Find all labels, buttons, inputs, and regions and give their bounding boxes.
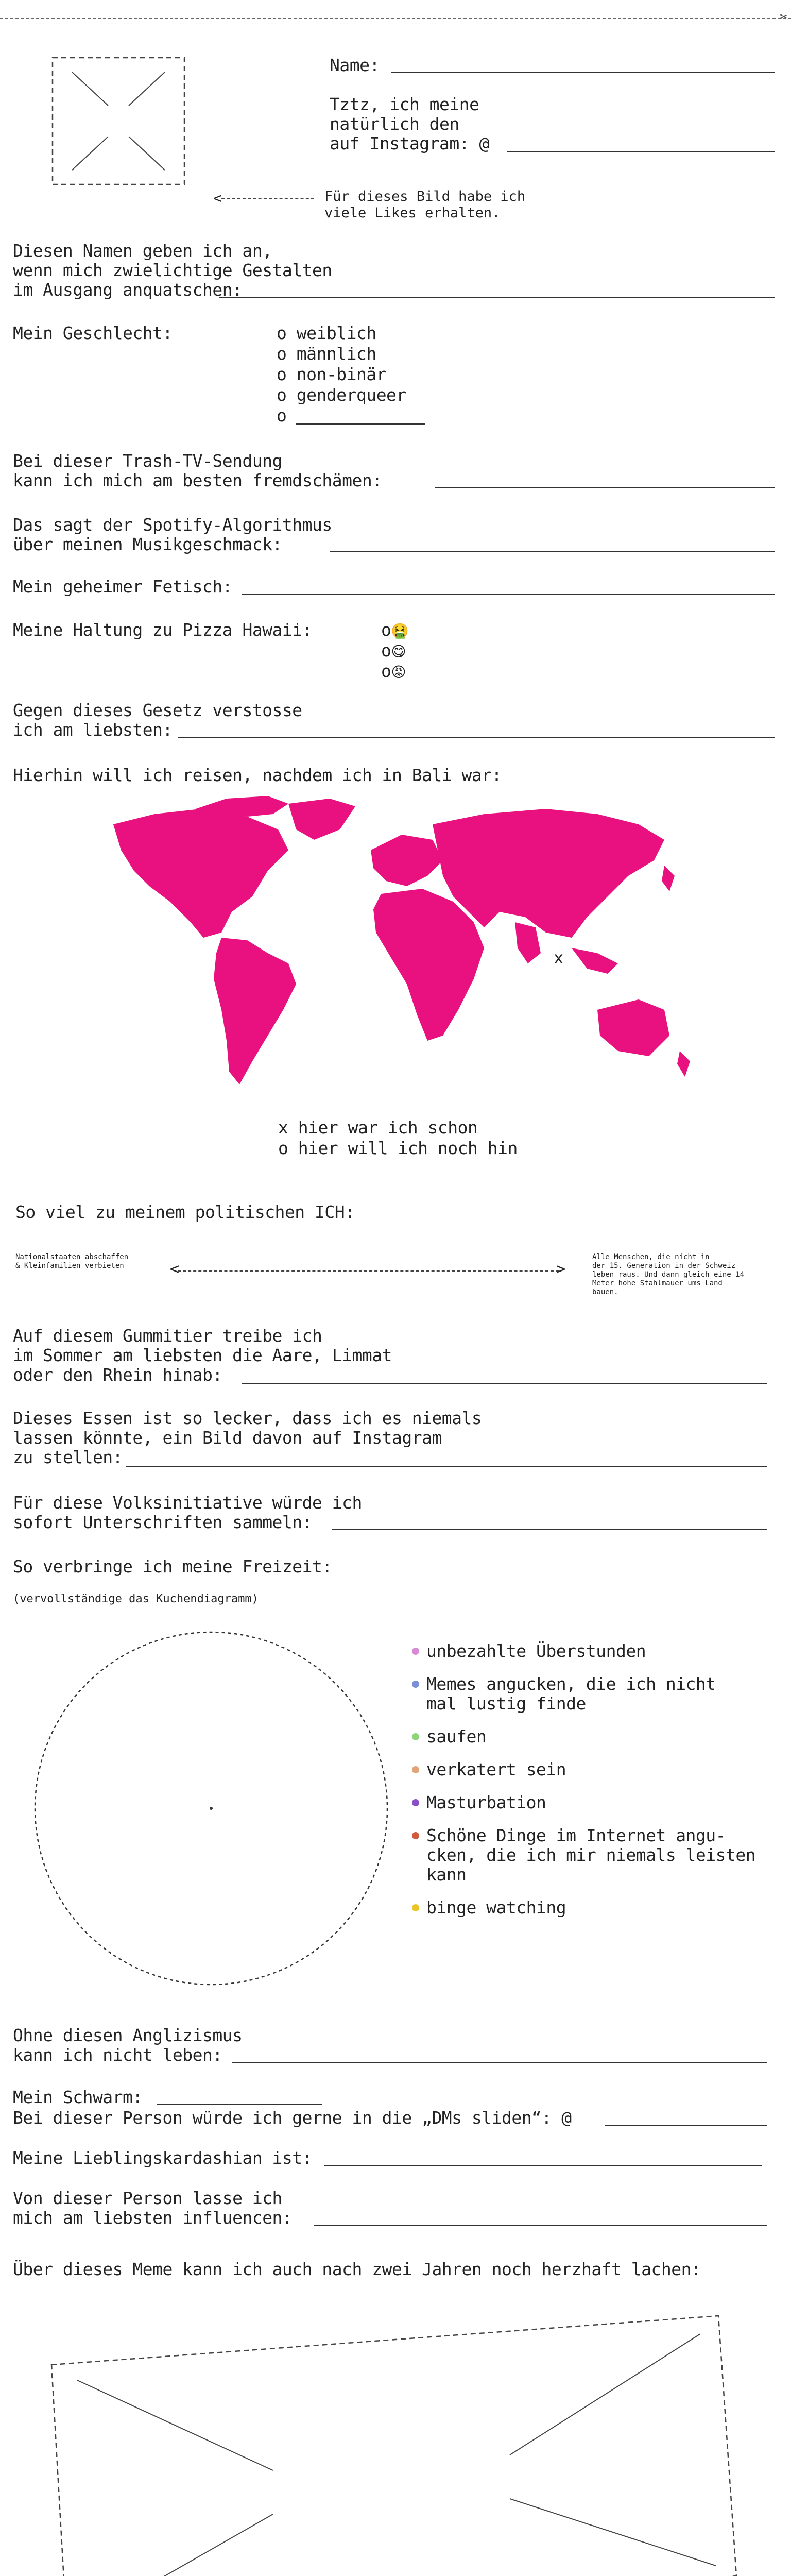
gender-label: Mein Geschlecht:	[13, 323, 173, 343]
visited-marker-x: x	[554, 948, 564, 968]
gender-option-4[interactable]: o genderqueer	[277, 385, 406, 405]
schwarm-field[interactable]	[157, 2104, 322, 2105]
law-question: Gegen dieses Gesetz verstosse ich am liebsten:	[13, 700, 302, 740]
name-label: Name:	[330, 55, 380, 75]
kardashian-question: Meine Lieblingskardashian ist:	[13, 2148, 313, 2168]
legend-item	[412, 1898, 772, 1918]
arrow-right-icon: >	[556, 1260, 566, 1278]
arrow-head-icon: <	[213, 190, 222, 207]
politics-left-pole: Nationalstaaten abschaffen & Kleinfamilien verbieten	[15, 1253, 129, 1270]
legend-item	[412, 1674, 772, 1714]
initiative-field[interactable]	[332, 1529, 767, 1530]
photo-placeholder	[51, 57, 185, 185]
legend-swatch	[412, 1733, 419, 1740]
food-field[interactable]	[126, 1466, 767, 1467]
politics-title: So viel zu meinem politischen ICH:	[15, 1202, 355, 1222]
gender-option-label: genderqueer	[296, 385, 406, 405]
legend-swatch	[412, 1766, 419, 1773]
trash-tv-question: Bei dieser Trash-TV-Sendung kann ich mich am besten fremdschämen:	[13, 451, 382, 490]
pizza-question: Meine Haltung zu Pizza Hawaii:	[13, 620, 313, 640]
gender-option-1[interactable]: o weiblich	[277, 323, 376, 343]
law-field[interactable]	[178, 737, 775, 738]
fetish-question: Mein geheimer Fetisch:	[13, 577, 233, 597]
initiative-question: Für diese Volksinitiative würde ich sofort Unterschriften sammeln:	[13, 1493, 362, 1532]
gender-option-label: non-binär	[296, 364, 387, 384]
legend-item	[412, 1793, 772, 1812]
influencer-field[interactable]	[314, 2225, 767, 2226]
gummi-field[interactable]	[242, 1383, 767, 1384]
pie-center-dot	[210, 1807, 213, 1810]
legend-label: unbezahlte Überstunden	[426, 1641, 646, 1661]
anglizismus-question: Ohne diesen Anglizismus kann ich nicht leben:	[13, 2025, 243, 2065]
angry-emoji-icon: 😡	[391, 664, 406, 681]
trash-tv-field[interactable]	[435, 487, 775, 488]
caption-arrow	[221, 198, 314, 199]
legend-label: binge watching	[426, 1897, 566, 1918]
politics-scale[interactable]	[178, 1270, 559, 1272]
world-map[interactable]	[93, 793, 700, 1113]
influencer-question: Von dieser Person lasse ich mich am liebsten influencen:	[13, 2188, 293, 2228]
pizza-option-1[interactable]: o🤮	[381, 620, 409, 640]
map-legend-wishlist: o hier will ich noch hin	[278, 1138, 518, 1158]
fake-name-question: Diesen Namen geben ich an, wenn mich zwielichtige Gestalten im Ausgang anquatschen:	[13, 241, 332, 300]
fake-name-field[interactable]	[219, 297, 775, 298]
legend-swatch	[412, 1681, 419, 1688]
gender-option-2[interactable]: o männlich	[277, 344, 376, 364]
legend-label: verkatert sein	[426, 1759, 566, 1780]
gummi-question: Auf diesem Gummitier treibe ich im Sommer am liebsten die Aare, Limmat oder den Rhein hinab:	[13, 1326, 392, 1385]
legend-label: Masturbation	[426, 1792, 546, 1812]
spotify-question: Das sagt der Spotify-Algorithmus über meinen Musikgeschmack:	[13, 515, 332, 554]
yum-emoji-icon: 😋	[391, 643, 406, 660]
gender-option-5[interactable]: o	[277, 405, 297, 426]
gender-option-label: männlich	[296, 344, 376, 364]
arrow-left-icon: <	[170, 1260, 180, 1278]
legend-item	[412, 1727, 772, 1747]
gender-option-label: weiblich	[296, 323, 376, 343]
travel-question: Hierhin will ich reisen, nachdem ich in Bali war:	[13, 765, 502, 785]
legend-swatch	[412, 1904, 419, 1911]
meme-question: Über dieses Meme kann ich auch nach zwei Jahren noch herzhaft lachen:	[13, 2259, 701, 2279]
kardashian-field[interactable]	[324, 2165, 762, 2166]
pizza-option-3[interactable]: o😡	[381, 661, 406, 681]
cut-line-top	[0, 18, 791, 19]
instagram-field[interactable]	[507, 151, 775, 152]
pizza-option-2[interactable]: o😋	[381, 640, 406, 660]
legend-label: Schöne Dinge im Internet angu- cken, die ich mir niemals leisten kann	[426, 1825, 756, 1885]
legend-item	[412, 1760, 772, 1780]
food-question: Dieses Essen ist so lecker, dass ich es niemals lassen könnte, ein Bild davon auf Instagram zu stellen:	[13, 1408, 482, 1467]
legend-swatch	[412, 1832, 419, 1839]
meme-placeholder[interactable]	[46, 2308, 747, 2576]
anglizismus-field[interactable]	[232, 2062, 767, 2063]
politics-right-pole: Alle Menschen, die nicht in der 15. Generation in der Schweiz leben raus. Und dann gleich eine 14 Meter hohe Stahlmauer ums Land bauen.	[592, 1253, 745, 1296]
scissors-icon: ✂	[780, 9, 788, 25]
freetime-question: So verbringe ich meine Freizeit:	[13, 1556, 332, 1577]
dms-field[interactable]	[605, 2125, 767, 2126]
legend-item	[412, 1826, 772, 1885]
dms-question: Bei dieser Person würde ich gerne in die „DMs sliden“: @	[13, 2108, 572, 2128]
photo-caption: Für dieses Bild habe ich viele Likes erhalten.	[324, 189, 526, 221]
legend-swatch	[412, 1799, 419, 1806]
spotify-field[interactable]	[330, 551, 775, 552]
schwarm-label: Mein Schwarm:	[13, 2087, 143, 2107]
freetime-hint: (vervollständige das Kuchendiagramm)	[13, 1592, 259, 1605]
legend-label: saufen	[426, 1726, 487, 1747]
gender-other-field[interactable]	[296, 423, 425, 425]
instagram-label: Tztz, ich meine natürlich den auf Instagram: @	[330, 94, 489, 154]
pie-chart[interactable]	[31, 1628, 391, 1989]
name-field[interactable]	[391, 72, 775, 73]
pie-legend	[412, 1641, 772, 1918]
gender-option-3[interactable]: o non-binär	[277, 364, 387, 384]
legend-item	[412, 1641, 772, 1661]
fetish-field[interactable]	[242, 594, 775, 595]
vomit-emoji-icon: 🤮	[391, 622, 409, 639]
legend-label: Memes angucken, die ich nicht mal lustig finde	[426, 1674, 716, 1714]
legend-swatch	[412, 1648, 419, 1655]
map-legend-visited: x hier war ich schon	[278, 1117, 478, 1138]
